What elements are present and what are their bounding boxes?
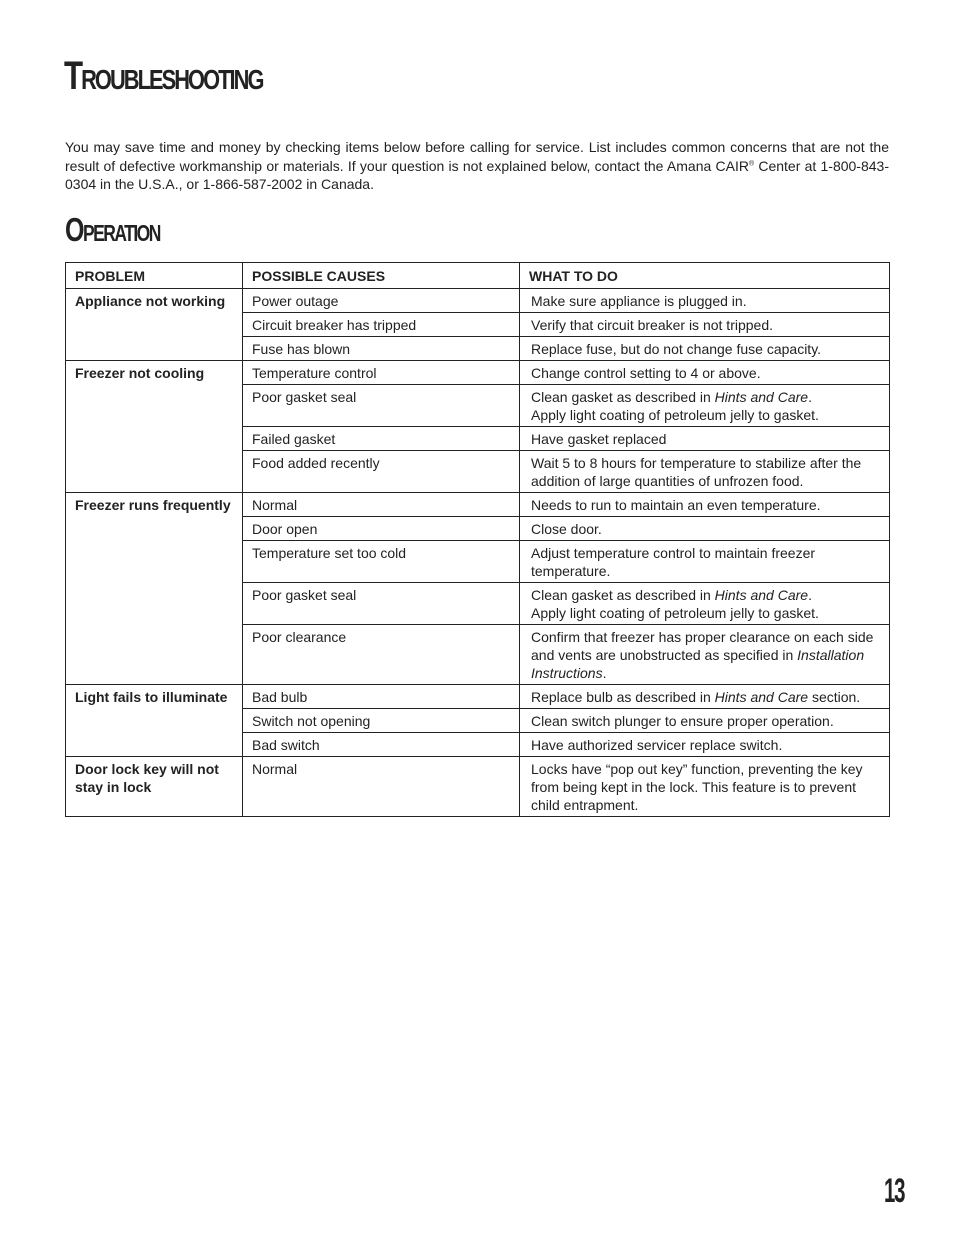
problem-cell: Light fails to illuminate	[66, 685, 243, 757]
table-row	[66, 757, 890, 817]
cause-cell: Fuse has blown	[243, 337, 520, 361]
page-number: 13	[884, 1172, 905, 1210]
action-cell	[520, 709, 890, 733]
action-cell	[520, 757, 890, 817]
intro-paragraph	[65, 138, 889, 194]
page-title: Troubleshooting	[64, 54, 263, 98]
action-cell	[520, 625, 890, 685]
action-text: Verify that circuit breaker is not tripped.	[531, 317, 773, 333]
action-text: Replace bulb as described in	[531, 689, 715, 705]
action-text: .	[808, 587, 812, 603]
cause-cell: Power outage	[243, 289, 520, 313]
problem-cell: Freezer not cooling	[66, 361, 243, 493]
action-text: Needs to run to maintain an even temperature.	[531, 497, 821, 513]
cause-cell: Normal	[243, 757, 520, 817]
action-reference-text: Hints and Care	[714, 587, 809, 603]
action-text: Adjust temperature control to maintain freezer temperature.	[531, 545, 816, 579]
cause-cell: Bad bulb	[243, 685, 520, 709]
table-row	[66, 361, 890, 385]
action-cell	[520, 685, 890, 709]
action-text: Confirm that freezer has proper clearance on each side and vents are unobstructed as specified in	[531, 629, 874, 663]
cause-cell: Bad switch	[243, 733, 520, 757]
action-cell	[520, 385, 890, 427]
cause-cell: Poor gasket seal	[243, 385, 520, 427]
action-cell	[520, 733, 890, 757]
problem-cell: Freezer runs frequently	[66, 493, 243, 685]
action-text: Have authorized servicer replace switch.	[531, 737, 783, 753]
cause-cell: Poor gasket seal	[243, 583, 520, 625]
action-cell	[520, 289, 890, 313]
registered-mark: ®	[748, 159, 755, 167]
action-text: Change control setting to 4 or above.	[531, 365, 761, 381]
action-text: Apply light coating of petroleum jelly to gasket.	[531, 407, 819, 423]
action-cell	[520, 451, 890, 493]
cause-cell: Circuit breaker has tripped	[243, 313, 520, 337]
section-title: Operation	[65, 211, 160, 248]
action-cell	[520, 517, 890, 541]
troubleshooting-table	[65, 262, 890, 817]
action-reference-text: Hints and Care	[714, 389, 809, 405]
table-row	[66, 493, 890, 517]
action-text: Locks have “pop out key” function, preventing the key from being kept in the lock. This feature is to prevent child entrapment.	[531, 761, 863, 813]
table-body	[66, 289, 890, 817]
action-cell	[520, 427, 890, 451]
action-text: Wait 5 to 8 hours for temperature to stabilize after the addition of large quantities of unfrozen food.	[531, 455, 862, 489]
cause-cell: Temperature control	[243, 361, 520, 385]
action-cell	[520, 493, 890, 517]
action-text: Close door.	[531, 521, 602, 537]
intro-text: You may save time and money by checking items below before calling for service. List includes common concerns that are not the result of defective workmanship or materials. If your question is not explained below, contact the Amana CAIR	[65, 139, 889, 174]
action-text: .	[808, 389, 812, 405]
action-cell	[520, 337, 890, 361]
action-cell	[520, 541, 890, 583]
table-row	[66, 289, 890, 313]
action-text: Replace fuse, but do not change fuse capacity.	[531, 341, 822, 357]
action-text: section.	[808, 689, 861, 705]
action-cell	[520, 361, 890, 385]
action-text: Make sure appliance is plugged in.	[531, 293, 747, 309]
cause-cell: Door open	[243, 517, 520, 541]
header-possible-causes: POSSIBLE CAUSES	[243, 263, 520, 289]
action-text: Apply light coating of petroleum jelly to gasket.	[531, 605, 819, 621]
action-cell	[520, 583, 890, 625]
action-text: Have gasket replaced	[531, 431, 667, 447]
intro-text-continued: Center at 1-800-843-0304 in the U.S.A., or 1-866-587-2002 in Canada.	[65, 157, 889, 192]
action-reference-text: Hints and Care	[714, 689, 809, 705]
action-text: Clean gasket as described in	[531, 389, 715, 405]
cause-cell: Switch not opening	[243, 709, 520, 733]
cause-cell: Poor clearance	[243, 625, 520, 685]
action-cell	[520, 313, 890, 337]
header-problem: PROBLEM	[66, 263, 243, 289]
cause-cell: Temperature set too cold	[243, 541, 520, 583]
action-text: .	[602, 665, 607, 681]
table-row	[66, 685, 890, 709]
cause-cell: Food added recently	[243, 451, 520, 493]
header-what-to-do: WHAT TO DO	[520, 263, 890, 289]
action-text: Clean switch plunger to ensure proper operation.	[531, 713, 834, 729]
action-text: Clean gasket as described in	[531, 587, 715, 603]
cause-cell: Normal	[243, 493, 520, 517]
action-reference-text: Installation Instructions	[531, 647, 865, 681]
problem-cell: Door lock key will not stay in lock	[66, 757, 243, 817]
problem-cell: Appliance not working	[66, 289, 243, 361]
table-header-row	[66, 263, 890, 289]
cause-cell: Failed gasket	[243, 427, 520, 451]
